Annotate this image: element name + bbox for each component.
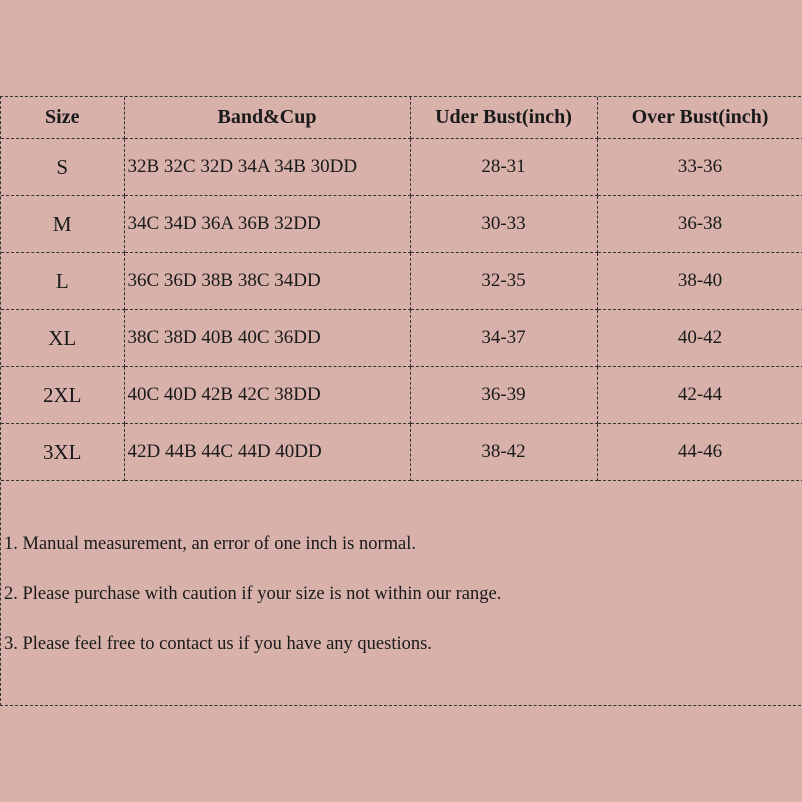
table-header-row <box>1 97 802 139</box>
band-cup-cell: 42D 44B 44C 44D 40DD <box>124 424 410 481</box>
size-cell: 2XL <box>1 367 124 424</box>
header-band-cup: Band&Cup <box>124 97 410 139</box>
header-under-bust: Uder Bust(inch) <box>410 97 597 139</box>
over-bust-cell: 33-36 <box>597 139 802 196</box>
table-row <box>1 367 802 424</box>
under-bust-cell: 30-33 <box>410 196 597 253</box>
size-chart-table <box>1 97 802 481</box>
notes-list <box>4 529 501 679</box>
over-bust-cell: 42-44 <box>597 367 802 424</box>
header-size: Size <box>1 97 124 139</box>
table-row <box>1 139 802 196</box>
band-cup-cell: 32B 32C 32D 34A 34B 30DD <box>124 139 410 196</box>
header-over-bust: Over Bust(inch) <box>597 97 802 139</box>
under-bust-cell: 34-37 <box>410 310 597 367</box>
over-bust-cell: 38-40 <box>597 253 802 310</box>
under-bust-cell: 28-31 <box>410 139 597 196</box>
band-cup-cell: 34C 34D 36A 36B 32DD <box>124 196 410 253</box>
size-cell: S <box>1 139 124 196</box>
under-bust-cell: 36-39 <box>410 367 597 424</box>
size-cell: L <box>1 253 124 310</box>
note-item: 2. Please purchase with caution if your size is not within our range. <box>4 584 502 604</box>
table-row <box>1 253 802 310</box>
size-chart-frame <box>0 96 801 706</box>
band-cup-cell: 36C 36D 38B 38C 34DD <box>124 253 410 310</box>
under-bust-cell: 32-35 <box>410 253 597 310</box>
under-bust-cell: 38-42 <box>410 424 597 481</box>
size-cell: M <box>1 196 124 253</box>
over-bust-cell: 40-42 <box>597 310 802 367</box>
note-item: 3. Please feel free to contact us if you have any questions. <box>4 634 432 654</box>
size-cell: 3XL <box>1 424 124 481</box>
size-cell: XL <box>1 310 124 367</box>
table-row <box>1 310 802 367</box>
note-item: 1. Manual measurement, an error of one inch is normal. <box>4 534 417 554</box>
band-cup-cell: 38C 38D 40B 40C 36DD <box>124 310 410 367</box>
table-row <box>1 424 802 481</box>
over-bust-cell: 44-46 <box>597 424 802 481</box>
over-bust-cell: 36-38 <box>597 196 802 253</box>
band-cup-cell: 40C 40D 42B 42C 38DD <box>124 367 410 424</box>
table-row <box>1 196 802 253</box>
